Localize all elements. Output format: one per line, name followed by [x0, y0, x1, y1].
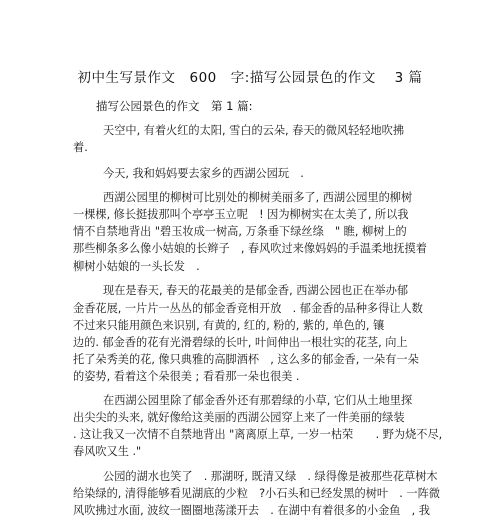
paragraph-line: 边的. 郁金香的花有光滑碧绿的长叶, 叶间伸出一根壮实的花茎, 向上	[73, 336, 408, 349]
paragraph-line: 不过来只能用颜色来识别, 有黄的, 红的, 粉的, 紫的, 单色的, 镶	[73, 319, 385, 332]
paragraph-line: 托了朵秀美的花, 像只典雅的高脚酒杯 , 这么多的郁金香, 一朵有一朵	[73, 353, 419, 366]
paragraph-line: 公园的湖水也笑了 . 那湖呀, 既清又绿 . 绿得像是被那些花草树木	[103, 470, 438, 483]
paragraph-line: 风吹拂过水面, 波纹一圈圈地荡漾开去 . 在湖中有着很多的小金鱼 , 我	[73, 504, 430, 517]
section-heading: 描写公园景色的作文 第 1 篇:	[96, 99, 253, 113]
paragraph-line: 那些柳条多么像小姑娘的长辫子 , 春风吹过来像妈妈的手温柔地抚摸着	[73, 242, 427, 255]
paragraph-line: 现在是春天, 春天的花最美的是郁金香, 西湖公园也正在举办郁	[103, 284, 409, 297]
paragraph-line: 出尖尖的头来, 就好像给这美丽的西湖公园穿上来了一件美丽的绿装	[73, 411, 405, 424]
paragraph-line: 给染绿的, 清得能够看见湖底的少粒 ?小石头和已经发黑的树叶 . 一阵微	[73, 487, 440, 500]
paragraph-line: . 这让我又一次情不自禁地背出 "离离原上草, 一岁一枯荣 . 野为烧不尽,	[73, 428, 443, 441]
paragraph-line: 一棵棵, 修长挺拔那叫个亭亭玉立呢 ! 因为柳树实在太美了, 所以我	[73, 208, 409, 221]
paragraph-line: 西湖公园里的柳树可比别处的柳树美丽多了, 西湖公园里的柳树	[103, 191, 413, 204]
paragraph-line: 情不自禁地背出 "碧玉妆成一树高, 万条垂下绿丝绦 " 瞧, 柳树上的	[73, 225, 407, 238]
paragraph-line: 的姿势, 看着这个朵很美 ; 看看那一朵也很美 .	[73, 370, 300, 383]
paragraph-line: 在西湖公园里除了郁金香外还有那碧绿的小草, 它们从土地里探	[103, 394, 413, 407]
paragraph-line: 着.	[73, 141, 88, 154]
document-title: 初中生写景作文 600 字:描写公园景色的作文 3 篇	[77, 70, 423, 86]
paragraph-line: 柳树小姑娘的一头长发 .	[73, 260, 200, 273]
paragraph-line: 春风吹又生 ."	[73, 445, 142, 458]
paragraph-line: 天空中, 有着火红的太阳, 雪白的云朵, 春天的微风轻轻地吹拂	[103, 124, 405, 137]
paragraph-line: 今天, 我和妈妈要去家乡的西湖公园玩 .	[103, 167, 304, 180]
paragraph-line: 金香花展, 一片片一丛丛的郁金香竞相开放 . 郁金香的品种多得让人数	[73, 302, 423, 315]
